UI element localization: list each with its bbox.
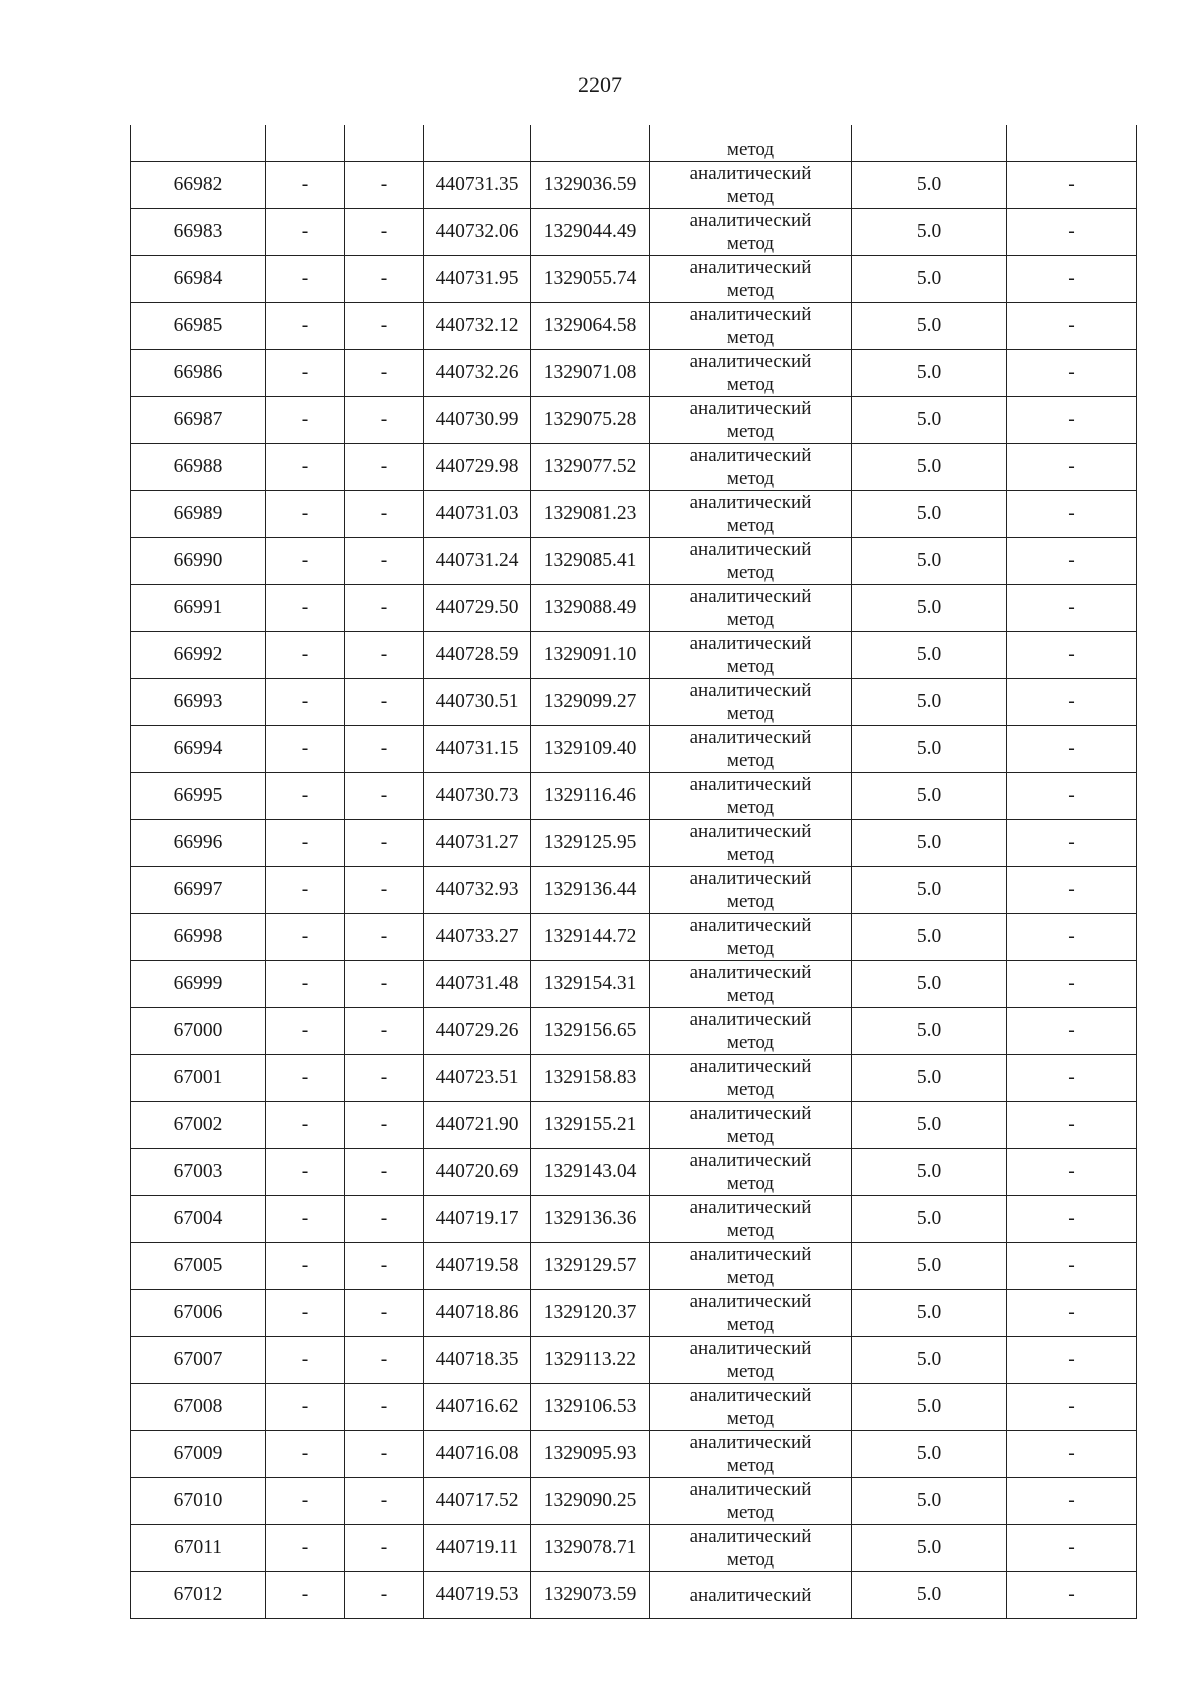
table-row — [131, 1102, 1137, 1149]
cell-method: аналитический метод — [650, 867, 852, 914]
cell-method: аналитический метод — [650, 961, 852, 1008]
cell-x-coordinate: 440730.73 — [424, 773, 531, 820]
cell-y-coordinate: 1329099.27 — [531, 679, 650, 726]
table-row — [131, 1290, 1137, 1337]
cell-method: аналитический метод — [650, 585, 852, 632]
cell-dash-2: - — [345, 1478, 424, 1525]
cell-dash-3: - — [1007, 444, 1137, 491]
cell-x-coordinate: 440719.53 — [424, 1572, 531, 1619]
cell-method: аналитический метод — [650, 1337, 852, 1384]
cell-dash-2: - — [345, 1337, 424, 1384]
cell-x-coordinate: 440728.59 — [424, 632, 531, 679]
cell-dash-3: - — [1007, 1478, 1137, 1525]
cell-accuracy: 5.0 — [852, 491, 1007, 538]
cell-accuracy: 5.0 — [852, 867, 1007, 914]
cell-dash-3: - — [1007, 1055, 1137, 1102]
cell-x-coordinate: 440732.12 — [424, 303, 531, 350]
cell-dash-3: - — [1007, 1384, 1137, 1431]
cell-dash-1: - — [266, 914, 345, 961]
cell-accuracy: 5.0 — [852, 1525, 1007, 1572]
cell-dash-1: - — [266, 1055, 345, 1102]
cell-point-number: 67010 — [131, 1478, 266, 1525]
cell-point-number: 66989 — [131, 491, 266, 538]
table-row — [131, 1384, 1137, 1431]
cell-point-number: 66985 — [131, 303, 266, 350]
cell-method: аналитический метод — [650, 1243, 852, 1290]
cell-y-coordinate: 1329055.74 — [531, 256, 650, 303]
cell-dash-3: - — [1007, 397, 1137, 444]
table-row — [131, 961, 1137, 1008]
cell-dash-3: - — [1007, 162, 1137, 209]
cell-dash-1: - — [266, 1008, 345, 1055]
cell-y-coordinate: 1329077.52 — [531, 444, 650, 491]
cell-x-coordinate: 440729.98 — [424, 444, 531, 491]
cell-x-coordinate: 440719.17 — [424, 1196, 531, 1243]
cell-dash-3: - — [1007, 961, 1137, 1008]
cell-dash-2: - — [345, 1290, 424, 1337]
cell-dash-1: - — [266, 538, 345, 585]
cell-dash-3: - — [1007, 632, 1137, 679]
cell-point-number: 66994 — [131, 726, 266, 773]
cell-accuracy: 5.0 — [852, 162, 1007, 209]
cell-x-coordinate: 440718.35 — [424, 1337, 531, 1384]
cell-method: аналитический метод — [650, 209, 852, 256]
cell-dash-2: - — [345, 961, 424, 1008]
cell-dash-1: - — [266, 632, 345, 679]
cell-dash-2: - — [345, 773, 424, 820]
cell-dash-2: - — [345, 632, 424, 679]
cell-accuracy: 5.0 — [852, 585, 1007, 632]
cell-dash-3: - — [1007, 303, 1137, 350]
cell-method: аналитический метод — [650, 1525, 852, 1572]
cell-accuracy: 5.0 — [852, 1478, 1007, 1525]
cell-dash-1: - — [266, 679, 345, 726]
cell-dash-3: - — [1007, 491, 1137, 538]
cell-y-coordinate: 1329154.31 — [531, 961, 650, 1008]
cell-method: аналитический метод — [650, 632, 852, 679]
cell-dash-2: - — [345, 444, 424, 491]
table-row — [131, 1055, 1137, 1102]
table-row — [131, 397, 1137, 444]
cell-accuracy: 5.0 — [852, 1572, 1007, 1619]
cell-y-coordinate: 1329155.21 — [531, 1102, 650, 1149]
cell-accuracy: 5.0 — [852, 1196, 1007, 1243]
cell-y-coordinate: 1329064.58 — [531, 303, 650, 350]
cell-x-coordinate: 440732.93 — [424, 867, 531, 914]
cell-method: аналитический метод — [650, 820, 852, 867]
table-row — [131, 491, 1137, 538]
cell-x-coordinate: 440718.86 — [424, 1290, 531, 1337]
cell-x-coordinate: 440720.69 — [424, 1149, 531, 1196]
cell-dash-2: - — [345, 303, 424, 350]
cell-dash-2: - — [345, 867, 424, 914]
cell-accuracy: 5.0 — [852, 1008, 1007, 1055]
cell-x-coordinate: 440731.24 — [424, 538, 531, 585]
cell-point-number: 66987 — [131, 397, 266, 444]
cell-dash-3: - — [1007, 1102, 1137, 1149]
cell-y-coordinate: 1329095.93 — [531, 1431, 650, 1478]
cell-x-coordinate: 440717.52 — [424, 1478, 531, 1525]
cell-accuracy: 5.0 — [852, 1102, 1007, 1149]
cell-y-coordinate: 1329144.72 — [531, 914, 650, 961]
cell-point-number: 67011 — [131, 1525, 266, 1572]
cell-accuracy: 5.0 — [852, 538, 1007, 585]
cell-point-number: 67004 — [131, 1196, 266, 1243]
table-row — [131, 820, 1137, 867]
cell-dash-2: - — [345, 1196, 424, 1243]
table-body — [131, 125, 1137, 1619]
cell-point-number: 66996 — [131, 820, 266, 867]
cell-accuracy: 5.0 — [852, 820, 1007, 867]
cell-dash-2: - — [345, 1008, 424, 1055]
continued-cell-y — [531, 125, 650, 162]
cell-x-coordinate: 440732.06 — [424, 209, 531, 256]
continued-cell-c2 — [266, 125, 345, 162]
continued-cell-accuracy — [852, 125, 1007, 162]
cell-method: аналитический метод — [650, 1149, 852, 1196]
cell-accuracy: 5.0 — [852, 350, 1007, 397]
cell-x-coordinate: 440721.90 — [424, 1102, 531, 1149]
table-row — [131, 444, 1137, 491]
cell-dash-2: - — [345, 1149, 424, 1196]
cell-point-number: 66995 — [131, 773, 266, 820]
cell-y-coordinate: 1329088.49 — [531, 585, 650, 632]
cell-dash-1: - — [266, 1149, 345, 1196]
continued-cell-c8 — [1007, 125, 1137, 162]
cell-x-coordinate: 440719.58 — [424, 1243, 531, 1290]
cell-dash-3: - — [1007, 867, 1137, 914]
cell-dash-1: - — [266, 867, 345, 914]
cell-method: аналитический — [650, 1572, 852, 1619]
cell-y-coordinate: 1329085.41 — [531, 538, 650, 585]
cell-method: аналитический метод — [650, 397, 852, 444]
table-row — [131, 209, 1137, 256]
cell-x-coordinate: 440730.99 — [424, 397, 531, 444]
cell-point-number: 67008 — [131, 1384, 266, 1431]
cell-method: аналитический метод — [650, 162, 852, 209]
cell-accuracy: 5.0 — [852, 209, 1007, 256]
cell-method: аналитический метод — [650, 256, 852, 303]
cell-dash-3: - — [1007, 1525, 1137, 1572]
cell-dash-3: - — [1007, 1290, 1137, 1337]
cell-method: аналитический метод — [650, 773, 852, 820]
cell-dash-3: - — [1007, 914, 1137, 961]
cell-accuracy: 5.0 — [852, 1243, 1007, 1290]
cell-dash-3: - — [1007, 209, 1137, 256]
cell-dash-2: - — [345, 679, 424, 726]
cell-x-coordinate: 440723.51 — [424, 1055, 531, 1102]
cell-dash-3: - — [1007, 538, 1137, 585]
cell-x-coordinate: 440731.48 — [424, 961, 531, 1008]
cell-dash-2: - — [345, 585, 424, 632]
cell-point-number: 67006 — [131, 1290, 266, 1337]
cell-dash-3: - — [1007, 679, 1137, 726]
cell-dash-1: - — [266, 397, 345, 444]
cell-x-coordinate: 440731.35 — [424, 162, 531, 209]
cell-dash-1: - — [266, 209, 345, 256]
table-row — [131, 726, 1137, 773]
cell-x-coordinate: 440731.95 — [424, 256, 531, 303]
cell-point-number: 67001 — [131, 1055, 266, 1102]
cell-y-coordinate: 1329078.71 — [531, 1525, 650, 1572]
table-row — [131, 632, 1137, 679]
cell-point-number: 66991 — [131, 585, 266, 632]
cell-x-coordinate: 440733.27 — [424, 914, 531, 961]
cell-y-coordinate: 1329113.22 — [531, 1337, 650, 1384]
cell-point-number: 67012 — [131, 1572, 266, 1619]
cell-y-coordinate: 1329129.57 — [531, 1243, 650, 1290]
cell-accuracy: 5.0 — [852, 914, 1007, 961]
cell-point-number: 67007 — [131, 1337, 266, 1384]
cell-dash-2: - — [345, 1384, 424, 1431]
table-row — [131, 679, 1137, 726]
cell-dash-2: - — [345, 162, 424, 209]
cell-point-number: 66992 — [131, 632, 266, 679]
cell-dash-3: - — [1007, 256, 1137, 303]
continued-cell-x — [424, 125, 531, 162]
cell-method: аналитический метод — [650, 538, 852, 585]
cell-point-number: 66990 — [131, 538, 266, 585]
cell-y-coordinate: 1329136.36 — [531, 1196, 650, 1243]
continued-cell-id — [131, 125, 266, 162]
cell-x-coordinate: 440716.62 — [424, 1384, 531, 1431]
cell-dash-3: - — [1007, 820, 1137, 867]
cell-accuracy: 5.0 — [852, 1337, 1007, 1384]
cell-dash-3: - — [1007, 350, 1137, 397]
continued-cell-method: метод — [650, 125, 852, 162]
cell-dash-2: - — [345, 1102, 424, 1149]
cell-point-number: 66999 — [131, 961, 266, 1008]
cell-point-number: 66983 — [131, 209, 266, 256]
cell-dash-1: - — [266, 1337, 345, 1384]
cell-dash-2: - — [345, 1431, 424, 1478]
cell-point-number: 66982 — [131, 162, 266, 209]
cell-y-coordinate: 1329136.44 — [531, 867, 650, 914]
table-row — [131, 303, 1137, 350]
cell-dash-1: - — [266, 1102, 345, 1149]
table-row — [131, 256, 1137, 303]
cell-dash-3: - — [1007, 1431, 1137, 1478]
cell-point-number: 67003 — [131, 1149, 266, 1196]
table-row — [131, 914, 1137, 961]
cell-accuracy: 5.0 — [852, 1431, 1007, 1478]
cell-dash-2: - — [345, 491, 424, 538]
cell-dash-1: - — [266, 1290, 345, 1337]
cell-y-coordinate: 1329158.83 — [531, 1055, 650, 1102]
table-row — [131, 538, 1137, 585]
cell-method: аналитический метод — [650, 1290, 852, 1337]
cell-dash-2: - — [345, 256, 424, 303]
cell-y-coordinate: 1329073.59 — [531, 1572, 650, 1619]
cell-dash-3: - — [1007, 1149, 1137, 1196]
cell-method: аналитический метод — [650, 491, 852, 538]
table-row — [131, 1431, 1137, 1478]
cell-y-coordinate: 1329090.25 — [531, 1478, 650, 1525]
cell-dash-2: - — [345, 820, 424, 867]
cell-point-number: 67005 — [131, 1243, 266, 1290]
cell-accuracy: 5.0 — [852, 303, 1007, 350]
cell-y-coordinate: 1329106.53 — [531, 1384, 650, 1431]
cell-point-number: 66997 — [131, 867, 266, 914]
cell-dash-1: - — [266, 1572, 345, 1619]
cell-y-coordinate: 1329044.49 — [531, 209, 650, 256]
cell-method: аналитический метод — [650, 1431, 852, 1478]
table-row — [131, 773, 1137, 820]
cell-point-number: 66986 — [131, 350, 266, 397]
cell-x-coordinate: 440716.08 — [424, 1431, 531, 1478]
table-row — [131, 1337, 1137, 1384]
cell-accuracy: 5.0 — [852, 1384, 1007, 1431]
cell-accuracy: 5.0 — [852, 632, 1007, 679]
cell-dash-1: - — [266, 1243, 345, 1290]
cell-accuracy: 5.0 — [852, 679, 1007, 726]
cell-dash-2: - — [345, 397, 424, 444]
coordinates-table — [130, 125, 1137, 1619]
cell-x-coordinate: 440719.11 — [424, 1525, 531, 1572]
cell-y-coordinate: 1329120.37 — [531, 1290, 650, 1337]
cell-accuracy: 5.0 — [852, 773, 1007, 820]
cell-x-coordinate: 440731.03 — [424, 491, 531, 538]
cell-y-coordinate: 1329075.28 — [531, 397, 650, 444]
cell-dash-1: - — [266, 773, 345, 820]
cell-method: аналитический метод — [650, 1478, 852, 1525]
cell-x-coordinate: 440729.50 — [424, 585, 531, 632]
cell-method: аналитический метод — [650, 444, 852, 491]
cell-method: аналитический метод — [650, 726, 852, 773]
table-row — [131, 1243, 1137, 1290]
cell-dash-1: - — [266, 726, 345, 773]
cell-dash-3: - — [1007, 773, 1137, 820]
page-number: 2207 — [578, 72, 622, 97]
cell-dash-1: - — [266, 1525, 345, 1572]
cell-accuracy: 5.0 — [852, 726, 1007, 773]
table-row — [131, 585, 1137, 632]
cell-dash-1: - — [266, 350, 345, 397]
cell-dash-3: - — [1007, 585, 1137, 632]
cell-dash-1: - — [266, 256, 345, 303]
cell-method: аналитический метод — [650, 679, 852, 726]
cell-y-coordinate: 1329156.65 — [531, 1008, 650, 1055]
table-row — [131, 1572, 1137, 1619]
cell-y-coordinate: 1329081.23 — [531, 491, 650, 538]
cell-accuracy: 5.0 — [852, 256, 1007, 303]
cell-dash-1: - — [266, 585, 345, 632]
cell-dash-2: - — [345, 538, 424, 585]
cell-method: аналитический метод — [650, 350, 852, 397]
cell-method: аналитический метод — [650, 1008, 852, 1055]
cell-dash-2: - — [345, 914, 424, 961]
cell-dash-2: - — [345, 350, 424, 397]
cell-dash-3: - — [1007, 726, 1137, 773]
cell-dash-1: - — [266, 1431, 345, 1478]
cell-accuracy: 5.0 — [852, 961, 1007, 1008]
cell-y-coordinate: 1329109.40 — [531, 726, 650, 773]
cell-x-coordinate: 440731.27 — [424, 820, 531, 867]
cell-point-number: 66988 — [131, 444, 266, 491]
cell-dash-2: - — [345, 209, 424, 256]
table-row — [131, 867, 1137, 914]
table-row — [131, 1196, 1137, 1243]
cell-method: аналитический метод — [650, 1102, 852, 1149]
cell-accuracy: 5.0 — [852, 1055, 1007, 1102]
cell-method: аналитический метод — [650, 1196, 852, 1243]
cell-method: аналитический метод — [650, 1384, 852, 1431]
cell-dash-1: - — [266, 1196, 345, 1243]
cell-method: аналитический метод — [650, 303, 852, 350]
cell-point-number: 67009 — [131, 1431, 266, 1478]
cell-dash-1: - — [266, 820, 345, 867]
cell-dash-2: - — [345, 1525, 424, 1572]
cell-x-coordinate: 440731.15 — [424, 726, 531, 773]
cell-dash-2: - — [345, 1572, 424, 1619]
cell-x-coordinate: 440729.26 — [424, 1008, 531, 1055]
cell-dash-3: - — [1007, 1243, 1137, 1290]
table-row — [131, 1008, 1137, 1055]
table-row — [131, 1149, 1137, 1196]
cell-dash-2: - — [345, 1243, 424, 1290]
cell-y-coordinate: 1329125.95 — [531, 820, 650, 867]
cell-x-coordinate: 440732.26 — [424, 350, 531, 397]
cell-dash-1: - — [266, 1478, 345, 1525]
cell-dash-3: - — [1007, 1008, 1137, 1055]
cell-dash-1: - — [266, 1384, 345, 1431]
table-row — [131, 1525, 1137, 1572]
cell-dash-3: - — [1007, 1196, 1137, 1243]
cell-accuracy: 5.0 — [852, 1290, 1007, 1337]
cell-dash-1: - — [266, 162, 345, 209]
table-row — [131, 350, 1137, 397]
cell-y-coordinate: 1329036.59 — [531, 162, 650, 209]
continued-row — [131, 125, 1137, 162]
cell-accuracy: 5.0 — [852, 444, 1007, 491]
cell-point-number: 67000 — [131, 1008, 266, 1055]
cell-accuracy: 5.0 — [852, 1149, 1007, 1196]
cell-dash-1: - — [266, 303, 345, 350]
cell-y-coordinate: 1329071.08 — [531, 350, 650, 397]
cell-y-coordinate: 1329091.10 — [531, 632, 650, 679]
cell-dash-1: - — [266, 961, 345, 1008]
cell-point-number: 66998 — [131, 914, 266, 961]
cell-method: аналитический метод — [650, 1055, 852, 1102]
continued-cell-c3 — [345, 125, 424, 162]
table-row — [131, 162, 1137, 209]
cell-dash-1: - — [266, 444, 345, 491]
cell-y-coordinate: 1329116.46 — [531, 773, 650, 820]
cell-dash-3: - — [1007, 1572, 1137, 1619]
cell-dash-2: - — [345, 726, 424, 773]
cell-dash-2: - — [345, 1055, 424, 1102]
cell-dash-3: - — [1007, 1337, 1137, 1384]
cell-point-number: 66984 — [131, 256, 266, 303]
cell-method: аналитический метод — [650, 914, 852, 961]
cell-y-coordinate: 1329143.04 — [531, 1149, 650, 1196]
cell-point-number: 66993 — [131, 679, 266, 726]
cell-accuracy: 5.0 — [852, 397, 1007, 444]
cell-dash-1: - — [266, 491, 345, 538]
table-row — [131, 1478, 1137, 1525]
cell-x-coordinate: 440730.51 — [424, 679, 531, 726]
cell-point-number: 67002 — [131, 1102, 266, 1149]
